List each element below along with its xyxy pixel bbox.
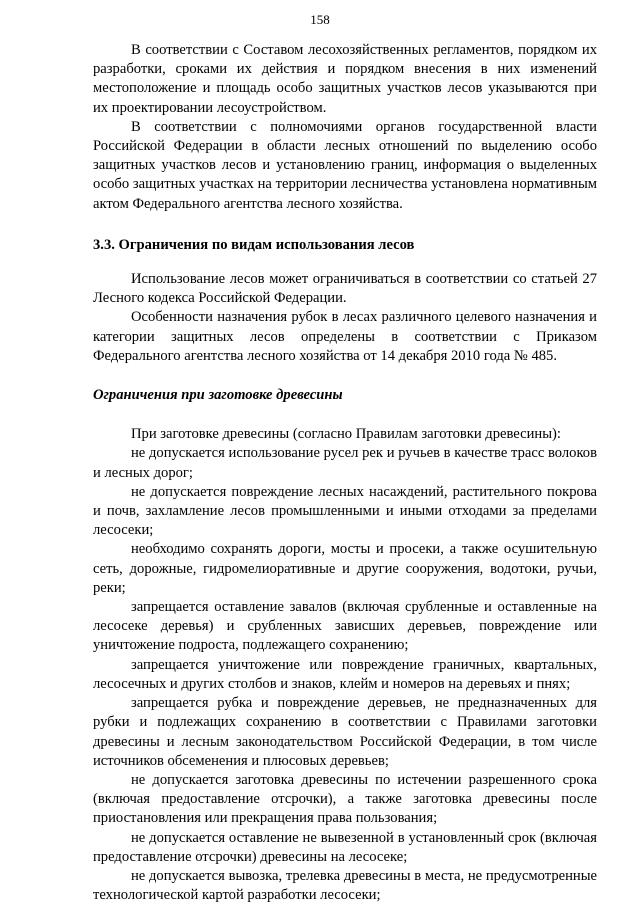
intro-paragraph-2: В соответствии с полномочиями органов государственной власти Российской Федерации в области лесных отношений по выделению особо защитных участков лесов и установлению границ, информация о выделенных особо защитных участках на территории лесничества установлена нормативным актом Федерального агентства лесного хозяйства. (93, 118, 597, 212)
intro-paragraph-1: В соответствии с Составом лесохозяйственных регламентов, порядком их разработки, сроками их действия и порядком внесения в них изменений местоположение и площадь особо защитных участков лесов указываются при их проектировании лесоустройством. (93, 42, 597, 116)
section-heading: 3.3. Ограничения по видам использования лесов (93, 236, 415, 253)
subsection-paragraph-4: необходимо сохранять дороги, мосты и просеки, а также осушительную сеть, дорожные, гидромелиоративные и другие сооружения, водотоки, ручьи, реки; (93, 541, 597, 596)
subsection-paragraph-7: запрещается рубка и повреждение деревьев, не предназначенных для рубки и подлежащих сохранению в соответствии с Правилами заготовки древесины и лесным законодательством Российской Федерации, в том числе источников обсеменения и плюсовых деревьев; (93, 695, 597, 769)
page-content (93, 41, 597, 905)
subsection-paragraph-8: не допускается заготовка древесины по истечении разрешенного срока (включая предоставление отсрочки), а также заготовка древесины после приостановления или прекращения права пользования; (93, 771, 597, 827)
section-paragraph-2: Особенности назначения рубок в лесах различного целевого назначения и категории защитных лесов определены в соответствии с Приказом Федерального агентства лесного хозяйства от 14 декабря 2010 года № 485. (93, 309, 597, 364)
section-paragraph-1: Использование лесов может ограничиваться в соответствии со статьей 27 Лесного кодекса Российской Федерации. (93, 271, 597, 307)
subsection-paragraph-3: не допускается повреждение лесных насаждений, растительного покрова и почв, захламление лесов промышленными и иными отходами за пределами лесосеки; (93, 483, 597, 539)
subsection-heading: Ограничения при заготовке древесины (93, 387, 343, 404)
subsection-paragraph-6: запрещается уничтожение или повреждение граничных, квартальных, лесосечных и других столбов и знаков, клейм и номеров на деревьях и пнях; (93, 656, 597, 692)
subsection-paragraph-5: запрещается оставление завалов (включая срубленные и оставленные на лесосеке деревья) и срубленных зависших деревьев, повреждение или уничтожение подроста, подлежащего сохранению; (93, 599, 597, 654)
subsection-paragraph-2: не допускается использование русел рек и ручьев в качестве трасс волоков и лесных дорог; (93, 445, 597, 481)
subsection-paragraph-9: не допускается оставление не вывезенной в установленный срок (включая предоставление отсрочки) древесины на лесосеке; (93, 829, 597, 865)
page-number: 158 (310, 12, 330, 27)
subsection-paragraph-1: При заготовке древесины (согласно Правилам заготовки древесины): (131, 426, 561, 443)
subsection-paragraph-10: не допускается вывозка, трелевка древесины в места, не предусмотренные технологической картой разработки лесосеки; (93, 867, 597, 904)
